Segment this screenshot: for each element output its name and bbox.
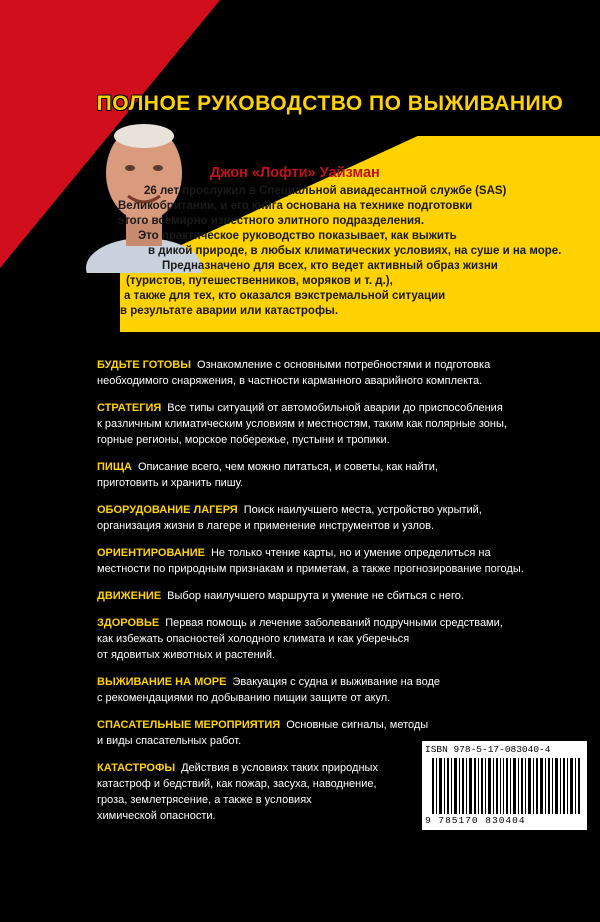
section-text: Действия в условиях таких природных bbox=[181, 762, 378, 774]
section-text: как избежать опасностей холодного климата и как уберечься bbox=[97, 633, 410, 645]
section-disasters bbox=[97, 760, 417, 824]
section-text: химической опасности. bbox=[97, 810, 216, 822]
section-be-prepared bbox=[97, 357, 557, 389]
section-sea-survival bbox=[97, 674, 557, 706]
section-text: Первая помощь и лечение заболеваний подручными средствами, bbox=[165, 617, 503, 629]
blurb-line: этого всемирно известного элитного подразделения. bbox=[118, 215, 425, 227]
blurb-line: (туристов, путешественников, моряков и т. д.), bbox=[126, 275, 393, 287]
blurb-line: 26 лет прослужил в Специальной авиадесантной службе (SAS) bbox=[144, 185, 507, 197]
section-heading: БУДЬТЕ ГОТОВЫ bbox=[97, 359, 192, 371]
book-title: ПОЛНОЕ РУКОВОДСТВО ПО ВЫЖИВАНИЮ bbox=[96, 92, 564, 115]
section-text: гроза, землетрясение, а также в условиях bbox=[97, 794, 312, 806]
section-text: Не только чтение карты, но и умение определиться на bbox=[210, 547, 491, 559]
section-heading: СПАСАТЕЛЬНЫЕ МЕРОПРИЯТИЯ bbox=[97, 719, 281, 731]
isbn-text: ISBN 978-5-17-083040-4 bbox=[425, 744, 551, 755]
author-name: Джон «Лофти» Уайзман bbox=[210, 165, 380, 181]
section-navigation bbox=[97, 545, 557, 577]
section-heading: ОБОРУДОВАНИЕ ЛАГЕРЯ bbox=[97, 504, 238, 516]
section-text: организация жизни в лагере и применение инструментов и узлов. bbox=[97, 520, 435, 532]
section-text: катастроф и бедствий, как пожар, засуха, наводнение, bbox=[97, 778, 377, 790]
section-text: местности по природным признакам и приметам, а также прогнозирование погоды. bbox=[97, 563, 524, 575]
barcode-bars bbox=[432, 758, 582, 814]
blurb-line: Это практическое руководство показывает, как выжить bbox=[138, 230, 457, 242]
section-movement bbox=[97, 588, 557, 604]
section-heading: ЗДОРОВЬЕ bbox=[97, 617, 160, 629]
section-heading: ОРИЕНТИРОВАНИЕ bbox=[97, 547, 205, 559]
blurb-line: а также для тех, кто оказался вэкстремальной ситуации bbox=[124, 290, 446, 302]
section-heading: ВЫЖИВАНИЕ НА МОРЕ bbox=[97, 676, 227, 688]
blurb bbox=[118, 184, 588, 319]
section-heading: КАТАСТРОФЫ bbox=[97, 762, 176, 774]
section-text: необходимого снаряжения, в частности карманного аварийного комплекта. bbox=[97, 375, 483, 387]
section-text: от ядовитых животных и растений. bbox=[97, 649, 276, 661]
section-text: и виды спасательных работ. bbox=[97, 735, 242, 747]
section-text: Все типы ситуаций от автомобильной аварии до приспособления bbox=[167, 402, 503, 414]
section-camp bbox=[97, 502, 557, 534]
section-heading: ДВИЖЕНИЕ bbox=[97, 590, 162, 602]
blurb-line: в результате аварии или катастрофы. bbox=[120, 305, 339, 317]
section-text: к различным климатическим условиям и местностям, таким как полярные зоны, bbox=[97, 418, 507, 430]
section-text: горные регионы, морское побережье, пустыни и тропики. bbox=[97, 434, 390, 446]
blurb-line: Великобритании, и его книга основана на технике подготовки bbox=[118, 200, 473, 212]
section-food bbox=[97, 459, 557, 491]
section-heading: ПИЩА bbox=[97, 461, 132, 473]
blurb-line: в дикой природе, в любых климатических условиях, на суше и на море. bbox=[148, 245, 562, 257]
section-text: Основные сигналы, методы bbox=[286, 719, 429, 731]
section-text: Ознакомление с основными потребностями и подготовка bbox=[197, 359, 491, 371]
section-text: Поиск наилучшего места, устройство укрытий, bbox=[243, 504, 482, 516]
section-text: с рекомендациями по добыванию пищии защите от акул. bbox=[97, 692, 391, 704]
section-heading: СТРАТЕГИЯ bbox=[97, 402, 162, 414]
section-text: Описание всего, чем можно питаться, и советы, как найти, bbox=[137, 461, 438, 473]
section-text: приготовить и хранить пишу. bbox=[97, 477, 244, 489]
section-health bbox=[97, 615, 557, 663]
blurb-line: Предназначено для всех, кто ведет активный образ жизни bbox=[162, 260, 498, 272]
section-strategy bbox=[97, 400, 557, 448]
barcode-digits: 9 785170 830404 bbox=[425, 815, 526, 826]
section-text: Выбор наилучшего маршрута и умение не сбиться с него. bbox=[167, 590, 464, 602]
section-text: Эвакуация с судна и выживание на воде bbox=[232, 676, 441, 688]
